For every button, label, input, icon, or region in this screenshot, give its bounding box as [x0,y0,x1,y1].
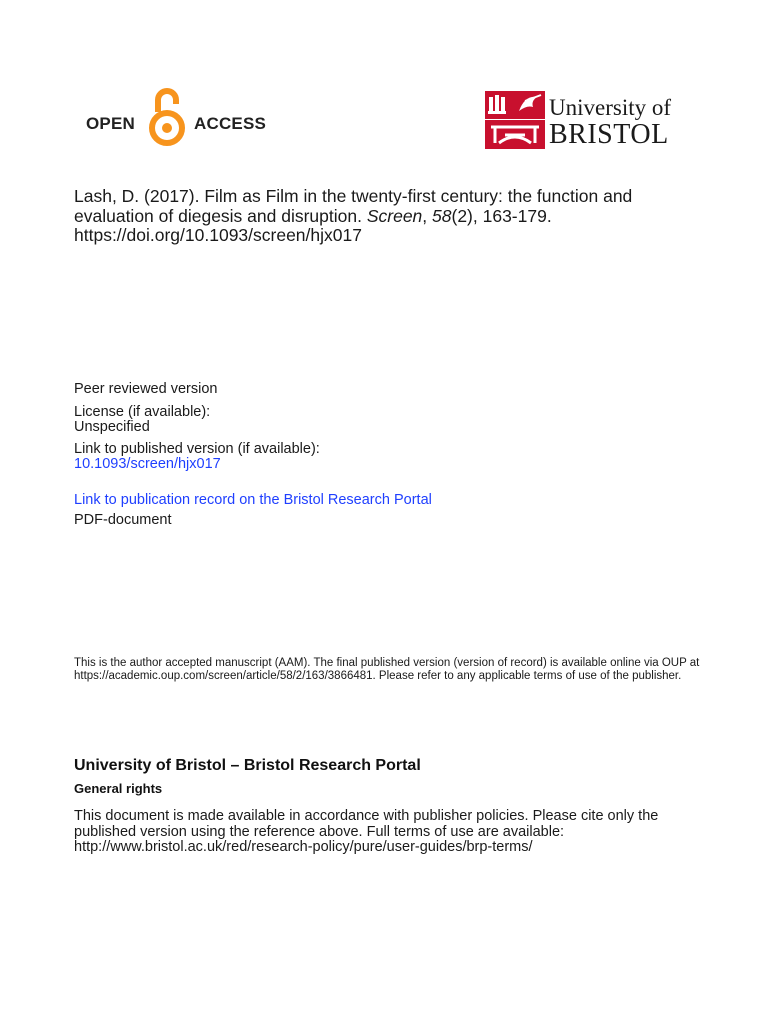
university-of-bristol-logo [485,91,695,151]
citation-issue-pages: (2), 163-179. [451,205,552,226]
portal-record-link[interactable]: Link to publication record on the Bristol Research Portal [74,492,432,508]
citation-journal: Screen [366,205,423,226]
published-version-link[interactable]: 10.1093/screen/hjx017 [74,456,221,472]
general-rights-text: This document is made available in accordance with publisher policies. Please cite only the published version using the reference above. Full terms of use are available: http://www.bristol.ac.uk/red/research-policy/pure/user-guides/brp-terms/ [74,808,659,855]
logo-bristol-text: BRISTOL [549,119,669,150]
open-access-logo [86,86,266,150]
citation-doi: https://doi.org/10.1093/screen/hjx017 [74,225,362,245]
portal-heading: University of Bristol – Bristol Research Portal [74,757,421,774]
open-access-logo-right-text: ACCESS [194,114,267,133]
aam-notice: This is the author accepted manuscript (AAM). The final published version (version of record) is available online via OUP at https://academic.oup.com/screen/article/58/2/163/3866481. Please refer to any applicable terms of use of the publisher. [74,657,700,682]
bristol-crest-icon [485,91,545,149]
version-label: Peer reviewed version [74,381,218,397]
license-label: License (if available): [74,404,211,420]
citation-volume: 58 [432,205,452,226]
general-rights-heading: General rights [74,781,163,796]
open-access-logo-left-text: OPEN [86,114,135,133]
open-lock-icon [146,86,188,148]
citation-text: Lash, D. (2017). Film as Film in the twenty-first century: the function and evaluation of diegesis and disruption. [74,186,633,226]
document-type: PDF-document [74,512,172,528]
license-value: Unspecified [74,419,150,435]
citation-separator: , [422,205,433,226]
citation-block [74,187,714,246]
published-version-label: Link to published version (if available): [74,441,320,457]
logo-university-of-text: University of [549,95,672,120]
